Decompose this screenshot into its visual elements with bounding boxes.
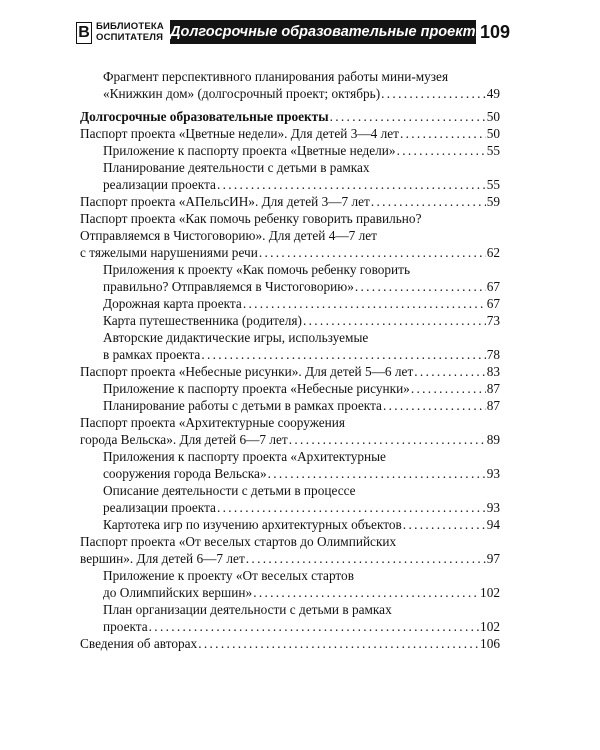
toc-entry-line: Приложение к проекту «От веселых стартов bbox=[103, 568, 354, 583]
toc-page-number: 49 bbox=[486, 86, 500, 101]
toc-entry[interactable] bbox=[80, 397, 500, 414]
toc-entry[interactable] bbox=[80, 363, 500, 380]
toc-entry-line: План организации деятельности с детьми в рамках bbox=[103, 602, 392, 617]
dot-leader bbox=[149, 618, 479, 635]
toc-entry-line: города Вельска». Для детей 6—7 лет bbox=[80, 432, 288, 447]
toc-entry-line: Планирование работы с детьми в рамках проекта bbox=[103, 398, 382, 413]
toc-entry[interactable] bbox=[80, 312, 500, 329]
toc-entry-line: Долгосрочные образовательные проекты bbox=[80, 109, 329, 124]
toc-entry-line: Приложение к паспорту проекта «Цветные недели» bbox=[103, 143, 396, 158]
dot-leader bbox=[330, 108, 486, 125]
dot-leader bbox=[411, 380, 486, 397]
toc-entry[interactable] bbox=[80, 533, 500, 567]
dot-leader bbox=[303, 312, 486, 329]
toc-entry-line: в рамках проекта bbox=[103, 347, 201, 362]
toc-entry-line: реализации проекта bbox=[103, 500, 216, 515]
toc-entry[interactable] bbox=[80, 329, 500, 363]
toc-entry-line: вершин». Для детей 6—7 лет bbox=[80, 551, 245, 566]
dot-leader bbox=[403, 516, 486, 533]
toc-page-number: 73 bbox=[486, 313, 500, 328]
toc-entry-line: Картотека игр по изучению архитектурных объектов bbox=[103, 517, 402, 532]
table-of-contents bbox=[80, 68, 500, 652]
series-logo-line2: ОСПИТАТЕЛЯ bbox=[96, 32, 164, 43]
toc-entry[interactable] bbox=[80, 193, 500, 210]
toc-page-number: 55 bbox=[486, 143, 500, 158]
dot-leader bbox=[201, 346, 485, 363]
toc-entry[interactable] bbox=[80, 261, 500, 295]
toc-entry-line: Паспорт проекта «От веселых стартов до Олимпийских bbox=[80, 534, 397, 549]
toc-entry-line: Авторские дидактические игры, используемые bbox=[103, 330, 369, 345]
dot-leader bbox=[246, 550, 486, 567]
toc-entry-line: Карта путешественника (родителя) bbox=[103, 313, 302, 328]
toc-entry-line: Паспорт проекта «Архитектурные сооружения bbox=[80, 415, 346, 430]
toc-entry-line: Паспорт проекта «Небесные рисунки». Для детей 5—6 лет bbox=[80, 364, 414, 379]
toc-entry[interactable] bbox=[80, 142, 500, 159]
toc-page-number: 102 bbox=[480, 619, 500, 634]
dot-leader bbox=[400, 125, 486, 142]
toc-entry[interactable] bbox=[80, 380, 500, 397]
dot-leader bbox=[371, 193, 486, 210]
toc-entry-line: Паспорт проекта «Цветные недели». Для детей 3—4 лет bbox=[80, 126, 399, 141]
toc-entry[interactable] bbox=[80, 448, 500, 482]
toc-entry[interactable] bbox=[80, 516, 500, 533]
toc-entry[interactable] bbox=[80, 108, 500, 125]
toc-entry-line: Паспорт проекта «Как помочь ребенку говорить правильно? bbox=[80, 211, 422, 226]
toc-page-number: 67 bbox=[486, 279, 500, 294]
toc-entry-line: Фрагмент перспективного планирования работы мини-музея bbox=[103, 69, 449, 84]
dot-leader bbox=[217, 499, 486, 516]
page-number: 109 bbox=[480, 22, 511, 42]
toc-page-number: 59 bbox=[486, 194, 500, 209]
section-title: Долгосрочные образовательные проекты bbox=[170, 20, 476, 44]
toc-entry-line: Сведения об авторах bbox=[80, 636, 198, 651]
toc-page-number: 94 bbox=[486, 517, 500, 532]
series-logo-letter: В bbox=[76, 22, 92, 44]
toc-entry-line: Приложения к паспорту проекта «Архитектурные bbox=[103, 449, 386, 464]
toc-page-number: 89 bbox=[486, 432, 500, 447]
series-logo-text bbox=[96, 21, 164, 43]
dot-leader bbox=[289, 431, 486, 448]
toc-entry[interactable] bbox=[80, 295, 500, 312]
dot-leader bbox=[414, 363, 485, 380]
toc-entry-line: реализации проекта bbox=[103, 177, 216, 192]
dot-leader bbox=[217, 176, 486, 193]
toc-entry[interactable] bbox=[80, 601, 500, 635]
toc-entry-line: Приложения к проекту «Как помочь ребенку говорить bbox=[103, 262, 411, 277]
toc-entry[interactable] bbox=[80, 210, 500, 261]
toc-entry[interactable] bbox=[80, 159, 500, 193]
toc-entry-line: с тяжелыми нарушениями речи bbox=[80, 245, 258, 260]
toc-page-number: 106 bbox=[480, 636, 500, 651]
dot-leader bbox=[397, 142, 486, 159]
toc-entry-line: Приложение к паспорту проекта «Небесные рисунки» bbox=[103, 381, 410, 396]
toc-entry-line: правильно? Отправляемся в Чистоговорию» bbox=[103, 279, 354, 294]
toc-entry-line: «Книжкин дом» (долгосрочный проект; октябрь) bbox=[103, 86, 381, 101]
toc-entry-line: до Олимпийских вершин» bbox=[103, 585, 253, 600]
dot-leader bbox=[198, 635, 479, 652]
toc-page-number: 87 bbox=[486, 398, 500, 413]
toc-entry[interactable] bbox=[80, 635, 500, 652]
toc-page-number: 62 bbox=[486, 245, 500, 260]
toc-page-number: 97 bbox=[486, 551, 500, 566]
toc-page-number: 78 bbox=[486, 347, 500, 362]
toc-entry[interactable] bbox=[80, 567, 500, 601]
toc-entry-line: Отправляемся в Чистоговорию». Для детей 4—7 лет bbox=[80, 228, 377, 243]
toc-entry-line: проекта bbox=[103, 619, 148, 634]
dot-leader bbox=[383, 397, 486, 414]
toc-page-number: 93 bbox=[486, 466, 500, 481]
toc-entry-line: Описание деятельности с детьми в процессе bbox=[103, 483, 356, 498]
dot-leader bbox=[381, 85, 486, 102]
page-header bbox=[76, 20, 514, 46]
dot-leader bbox=[355, 278, 486, 295]
dot-leader bbox=[253, 584, 479, 601]
series-logo-line1: БИБЛИОТЕКА bbox=[96, 21, 164, 32]
toc-page-number: 50 bbox=[486, 126, 500, 141]
toc-page-number: 50 bbox=[486, 109, 500, 124]
toc-page-number: 87 bbox=[486, 381, 500, 396]
toc-entry[interactable] bbox=[80, 414, 500, 448]
toc-entry-line: Планирование деятельности с детьми в рамках bbox=[103, 160, 370, 175]
toc-entry-line: Паспорт проекта «АПельсИН». Для детей 3—7 лет bbox=[80, 194, 370, 209]
toc-page-number: 102 bbox=[480, 585, 500, 600]
toc-entry-line: сооружения города Вельска» bbox=[103, 466, 267, 481]
toc-page-number: 83 bbox=[486, 364, 500, 379]
toc-entry[interactable] bbox=[80, 68, 500, 102]
toc-entry[interactable] bbox=[80, 125, 500, 142]
dot-leader bbox=[259, 244, 486, 261]
toc-page-number: 67 bbox=[486, 296, 500, 311]
toc-page-number: 93 bbox=[486, 500, 500, 515]
dot-leader bbox=[268, 465, 486, 482]
toc-page-number: 55 bbox=[486, 177, 500, 192]
toc-entry-line: Дорожная карта проекта bbox=[103, 296, 242, 311]
dot-leader bbox=[243, 295, 486, 312]
toc-entry[interactable] bbox=[80, 482, 500, 516]
